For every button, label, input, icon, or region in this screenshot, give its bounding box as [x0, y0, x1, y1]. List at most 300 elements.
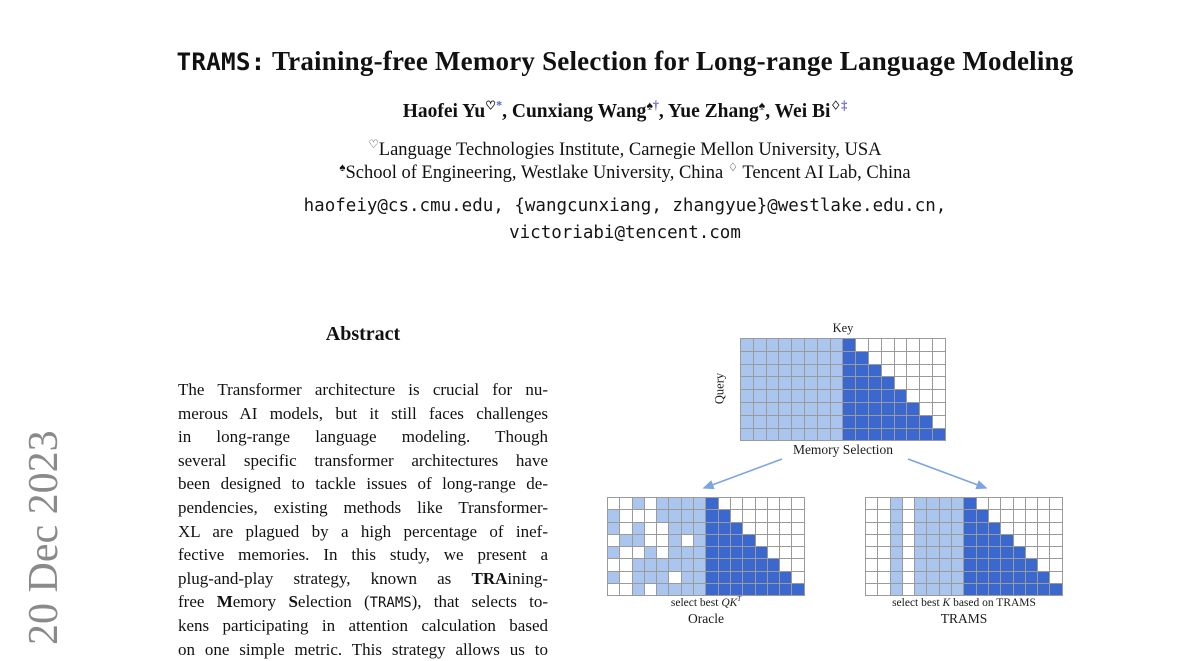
grid-cell [952, 547, 963, 558]
figure-key-label: Key [832, 321, 854, 335]
grid-cell [977, 559, 988, 570]
grid-cell [731, 523, 742, 534]
grid-cell [792, 510, 803, 521]
grid-cell [989, 584, 1000, 595]
grid-cell [831, 429, 843, 441]
grid-cell [989, 535, 1000, 546]
text-segment: emory [232, 592, 289, 612]
grid-cell [882, 365, 894, 377]
grid-cell [866, 547, 877, 558]
grid-cell [1014, 559, 1025, 570]
grid-cell [741, 365, 753, 377]
grid-cell [933, 390, 945, 402]
text-segment: Language Technologies Institute, Carnegie Mellon University, USA [378, 140, 882, 160]
grid-cell [977, 547, 988, 558]
grid-cell [805, 403, 817, 415]
grid-cell [920, 390, 932, 402]
text-segment: K [942, 597, 951, 609]
grid-cell [779, 390, 791, 402]
grid-cell [805, 339, 817, 351]
grid-cell [933, 339, 945, 351]
grid-cell [706, 559, 717, 570]
grid-cell [633, 572, 644, 583]
grid-cell [608, 559, 619, 570]
grid-cell [768, 584, 779, 595]
grid-cell [682, 572, 693, 583]
grid-cell [633, 498, 644, 509]
text-segment: M [216, 592, 233, 612]
grid-cell [952, 572, 963, 583]
grid-cell [1050, 572, 1061, 583]
grid-cell [620, 510, 631, 521]
abstract-line [178, 614, 548, 638]
abstract-line [178, 402, 548, 426]
grid-cell [920, 339, 932, 351]
grid-cell [866, 535, 877, 546]
text-segment: ♡ [368, 138, 379, 151]
grid-cell [927, 572, 938, 583]
grid-cell [645, 584, 656, 595]
grid-cell [1050, 510, 1061, 521]
grid-cell [989, 510, 1000, 521]
grid-cell [1001, 547, 1012, 558]
grid-cell [882, 403, 894, 415]
grid-cell [891, 559, 902, 570]
grid-cell [608, 584, 619, 595]
grid-cell [940, 510, 951, 521]
grid-cell [805, 429, 817, 441]
grid-cell [933, 352, 945, 364]
grid-cell [633, 559, 644, 570]
grid-cell [792, 377, 804, 389]
grid-cell [657, 510, 668, 521]
text-segment: merous AI models, but it still faces challenges [178, 403, 548, 423]
grid-cell [741, 377, 753, 389]
abstract-line [178, 449, 548, 473]
grid-cell [903, 547, 914, 558]
grid-cell [818, 377, 830, 389]
grid-cell [933, 365, 945, 377]
grid-cell [907, 377, 919, 389]
grid-cell [608, 523, 619, 534]
affiliation-line-1 [25, 140, 1200, 161]
grid-cell [927, 584, 938, 595]
grid-cell [878, 535, 889, 546]
grid-cell [694, 498, 705, 509]
grid-cell [843, 339, 855, 351]
selection-arrows [600, 450, 1100, 500]
grid-cell [792, 416, 804, 428]
grid-cell [767, 365, 779, 377]
grid-cell [977, 535, 988, 546]
grid-cell [856, 390, 868, 402]
grid-cell [895, 352, 907, 364]
grid-cell [1026, 584, 1037, 595]
abstract-heading: Abstract [325, 323, 401, 345]
grid-cell [756, 523, 767, 534]
grid-cell [907, 390, 919, 402]
text-segment: TRAMS [369, 595, 412, 612]
grid-cell [694, 535, 705, 546]
text-segment: election ( [297, 592, 370, 612]
grid-cell [741, 352, 753, 364]
grid-cell [741, 339, 753, 351]
grid-cell [843, 429, 855, 441]
grid-cell [731, 584, 742, 595]
grid-cell [869, 352, 881, 364]
grid-cell [1014, 547, 1025, 558]
arrow-to-trams [908, 459, 986, 488]
text-segment: T [737, 596, 742, 604]
grid-cell [608, 535, 619, 546]
grid-cell [1050, 498, 1061, 509]
grid-cell [633, 584, 644, 595]
grid-cell [657, 559, 668, 570]
grid-cell [754, 429, 766, 441]
grid-cell [1038, 584, 1049, 595]
grid-cell [940, 559, 951, 570]
grid-cell [856, 352, 868, 364]
grid-cell [952, 510, 963, 521]
grid-cell [1026, 572, 1037, 583]
trams-title: TRAMS [940, 611, 988, 626]
grid-cell [964, 498, 975, 509]
grid-cell [682, 535, 693, 546]
text-segment: QK [721, 597, 738, 609]
grid-cell [719, 547, 730, 558]
grid-cell [719, 572, 730, 583]
grid-cell [1026, 559, 1037, 570]
grid-cell [694, 523, 705, 534]
grid-cell [964, 584, 975, 595]
grid-cell [780, 535, 791, 546]
grid-cell [754, 416, 766, 428]
grid-cell [780, 498, 791, 509]
grid-cell [780, 559, 791, 570]
grid-cell [843, 390, 855, 402]
text-segment: on one simple metric. This strategy allows us to [178, 639, 548, 659]
grid-cell [818, 429, 830, 441]
grid-cell [1014, 584, 1025, 595]
text-segment: † [652, 98, 659, 113]
grid-cell [731, 510, 742, 521]
grid-cell [940, 535, 951, 546]
grid-cell [903, 584, 914, 595]
grid-cell [743, 498, 754, 509]
grid-cell [754, 390, 766, 402]
grid-cell [831, 377, 843, 389]
arrow-to-oracle [704, 459, 782, 488]
grid-cell [952, 535, 963, 546]
grid-cell [878, 498, 889, 509]
grid-cell [633, 523, 644, 534]
grid-cell [779, 403, 791, 415]
grid-cell [779, 352, 791, 364]
grid-cell [1050, 559, 1061, 570]
grid-cell [719, 510, 730, 521]
grid-cell [895, 365, 907, 377]
grid-cell [891, 510, 902, 521]
grid-cell [895, 339, 907, 351]
grid-cell [818, 352, 830, 364]
grid-cell [756, 535, 767, 546]
abstract-line [178, 543, 548, 567]
grid-cell [756, 559, 767, 570]
grid-cell [818, 339, 830, 351]
grid-cell [977, 523, 988, 534]
grid-cell [1001, 584, 1012, 595]
grid-cell [866, 510, 877, 521]
grid-cell [843, 377, 855, 389]
memory-selection-label: Memory Selection [792, 442, 894, 457]
grid-cell [940, 523, 951, 534]
grid-cell [645, 535, 656, 546]
grid-cell [754, 339, 766, 351]
abstract-line [178, 520, 548, 544]
grid-cell [878, 547, 889, 558]
text-segment: TRAMS: [176, 47, 266, 76]
authors-line [25, 98, 1200, 123]
grid-cell [818, 416, 830, 428]
grid-cell [779, 377, 791, 389]
text-segment: , Yue Zhang [658, 101, 759, 122]
trams-caption [865, 597, 1063, 609]
grid-cell [694, 547, 705, 558]
grid-cell [731, 535, 742, 546]
grid-cell [903, 510, 914, 521]
grid-cell [1038, 572, 1049, 583]
grid-cell [719, 535, 730, 546]
grid-cell [767, 390, 779, 402]
grid-cell [767, 352, 779, 364]
grid-cell [1001, 510, 1012, 521]
abstract-line [178, 425, 548, 449]
grid-cell [682, 584, 693, 595]
grid-cell [1026, 498, 1037, 509]
grid-cell [964, 547, 975, 558]
grid-cell [856, 416, 868, 428]
grid-cell [866, 498, 877, 509]
grid-cell [657, 535, 668, 546]
abstract-line [178, 496, 548, 520]
grid-cell [694, 559, 705, 570]
grid-cell [903, 535, 914, 546]
grid-cell [933, 416, 945, 428]
text-segment: S [288, 592, 298, 612]
attention-grid-trams [865, 497, 1063, 596]
grid-cell [843, 416, 855, 428]
grid-cell [927, 535, 938, 546]
grid-cell [756, 547, 767, 558]
text-segment: several specific transformer architectures have [178, 450, 548, 470]
grid-cell [706, 523, 717, 534]
grid-cell [779, 429, 791, 441]
grid-cell [895, 429, 907, 441]
grid-cell [633, 547, 644, 558]
grid-cell [964, 572, 975, 583]
grid-cell [856, 429, 868, 441]
text-segment: Haofei Yu [402, 101, 486, 122]
grid-cell [706, 535, 717, 546]
grid-cell [768, 510, 779, 521]
grid-cell [767, 429, 779, 441]
grid-cell [669, 572, 680, 583]
grid-cell [620, 498, 631, 509]
grid-cell [1026, 535, 1037, 546]
oracle-title: Oracle [688, 611, 724, 626]
grid-cell [645, 547, 656, 558]
grid-cell [780, 572, 791, 583]
grid-cell [741, 403, 753, 415]
grid-cell [891, 584, 902, 595]
grid-cell [741, 429, 753, 441]
grid-cell [743, 559, 754, 570]
text-segment: ♢ [830, 98, 842, 113]
grid-cell [743, 523, 754, 534]
grid-cell [856, 377, 868, 389]
grid-cell [882, 377, 894, 389]
grid-cell [633, 510, 644, 521]
grid-cell [989, 523, 1000, 534]
grid-cell [768, 498, 779, 509]
grid-cell [669, 584, 680, 595]
grid-cell [907, 416, 919, 428]
grid-cell [866, 559, 877, 570]
attention-grid-main [740, 338, 946, 441]
text-segment: The Transformer architecture is crucial for nu- [178, 380, 548, 399]
grid-cell [882, 416, 894, 428]
grid-cell [779, 365, 791, 377]
grid-cell [756, 510, 767, 521]
text-segment: based on TRAMS [950, 597, 1036, 609]
grid-cell [831, 352, 843, 364]
grid-cell [792, 559, 803, 570]
grid-cell [1001, 572, 1012, 583]
grid-cell [792, 547, 803, 558]
grid-cell [1050, 535, 1061, 546]
grid-cell [895, 390, 907, 402]
abstract-line [178, 378, 548, 402]
grid-cell [780, 584, 791, 595]
grid-cell [878, 584, 889, 595]
grid-cell [940, 498, 951, 509]
grid-cell [741, 390, 753, 402]
grid-cell [895, 416, 907, 428]
text-segment: kens participating in attention calculation based [178, 615, 548, 635]
grid-cell [805, 390, 817, 402]
grid-cell [743, 510, 754, 521]
grid-cell [1001, 523, 1012, 534]
grid-cell [895, 377, 907, 389]
grid-cell [866, 572, 877, 583]
grid-cell [831, 403, 843, 415]
grid-cell [767, 377, 779, 389]
abstract-line [178, 638, 548, 661]
grid-cell [792, 535, 803, 546]
grid-cell [933, 377, 945, 389]
grid-cell [989, 559, 1000, 570]
grid-cell [792, 523, 803, 534]
grid-cell [754, 377, 766, 389]
grid-cell [891, 547, 902, 558]
grid-cell [657, 547, 668, 558]
grid-cell [706, 584, 717, 595]
grid-cell [907, 429, 919, 441]
text-segment: ♡ [485, 98, 497, 113]
grid-cell [1014, 572, 1025, 583]
grid-cell [1038, 498, 1049, 509]
grid-cell [682, 523, 693, 534]
figure-query-label: Query [712, 372, 727, 405]
grid-cell [768, 547, 779, 558]
grid-cell [915, 510, 926, 521]
grid-cell [669, 510, 680, 521]
grid-cell [964, 510, 975, 521]
grid-cell [706, 572, 717, 583]
text-segment: been designed to tackle issues of long-range de- [178, 474, 548, 494]
grid-cell [977, 584, 988, 595]
grid-cell [1038, 547, 1049, 558]
grid-cell [866, 523, 877, 534]
grid-cell [706, 498, 717, 509]
grid-cell [608, 510, 619, 521]
grid-cell [754, 365, 766, 377]
grid-cell [927, 498, 938, 509]
grid-cell [869, 339, 881, 351]
grid-cell [933, 403, 945, 415]
grid-cell [694, 510, 705, 521]
email-line-1: haofeiy@cs.cmu.edu, {wangcunxiang, zhangyue}@westlake.edu.cn, [303, 196, 947, 216]
grid-cell [915, 584, 926, 595]
grid-cell [831, 390, 843, 402]
grid-cell [933, 429, 945, 441]
grid-cell [767, 416, 779, 428]
grid-cell [866, 584, 877, 595]
grid-cell [792, 390, 804, 402]
grid-cell [731, 572, 742, 583]
grid-cell [907, 339, 919, 351]
grid-cell [645, 572, 656, 583]
text-segment: School of Engineering, Westlake University, China [345, 163, 728, 183]
grid-cell [792, 584, 803, 595]
grid-cell [927, 510, 938, 521]
text-segment: plug-and-play strategy, known as [178, 568, 472, 588]
grid-cell [882, 390, 894, 402]
grid-cell [645, 510, 656, 521]
grid-cell [940, 547, 951, 558]
grid-cell [843, 352, 855, 364]
grid-cell [940, 584, 951, 595]
grid-cell [1050, 584, 1061, 595]
grid-cell [657, 572, 668, 583]
grid-cell [754, 352, 766, 364]
grid-cell [915, 547, 926, 558]
grid-cell [989, 572, 1000, 583]
abstract-line [178, 472, 548, 496]
grid-cell [882, 352, 894, 364]
grid-cell [767, 339, 779, 351]
grid-cell [878, 510, 889, 521]
grid-cell [952, 584, 963, 595]
grid-cell [657, 523, 668, 534]
oracle-caption [607, 597, 805, 609]
grid-cell [1014, 523, 1025, 534]
text-segment: select best [892, 597, 943, 609]
text-segment: select best [670, 597, 722, 609]
grid-cell [920, 365, 932, 377]
grid-cell [1038, 523, 1049, 534]
grid-cell [620, 523, 631, 534]
